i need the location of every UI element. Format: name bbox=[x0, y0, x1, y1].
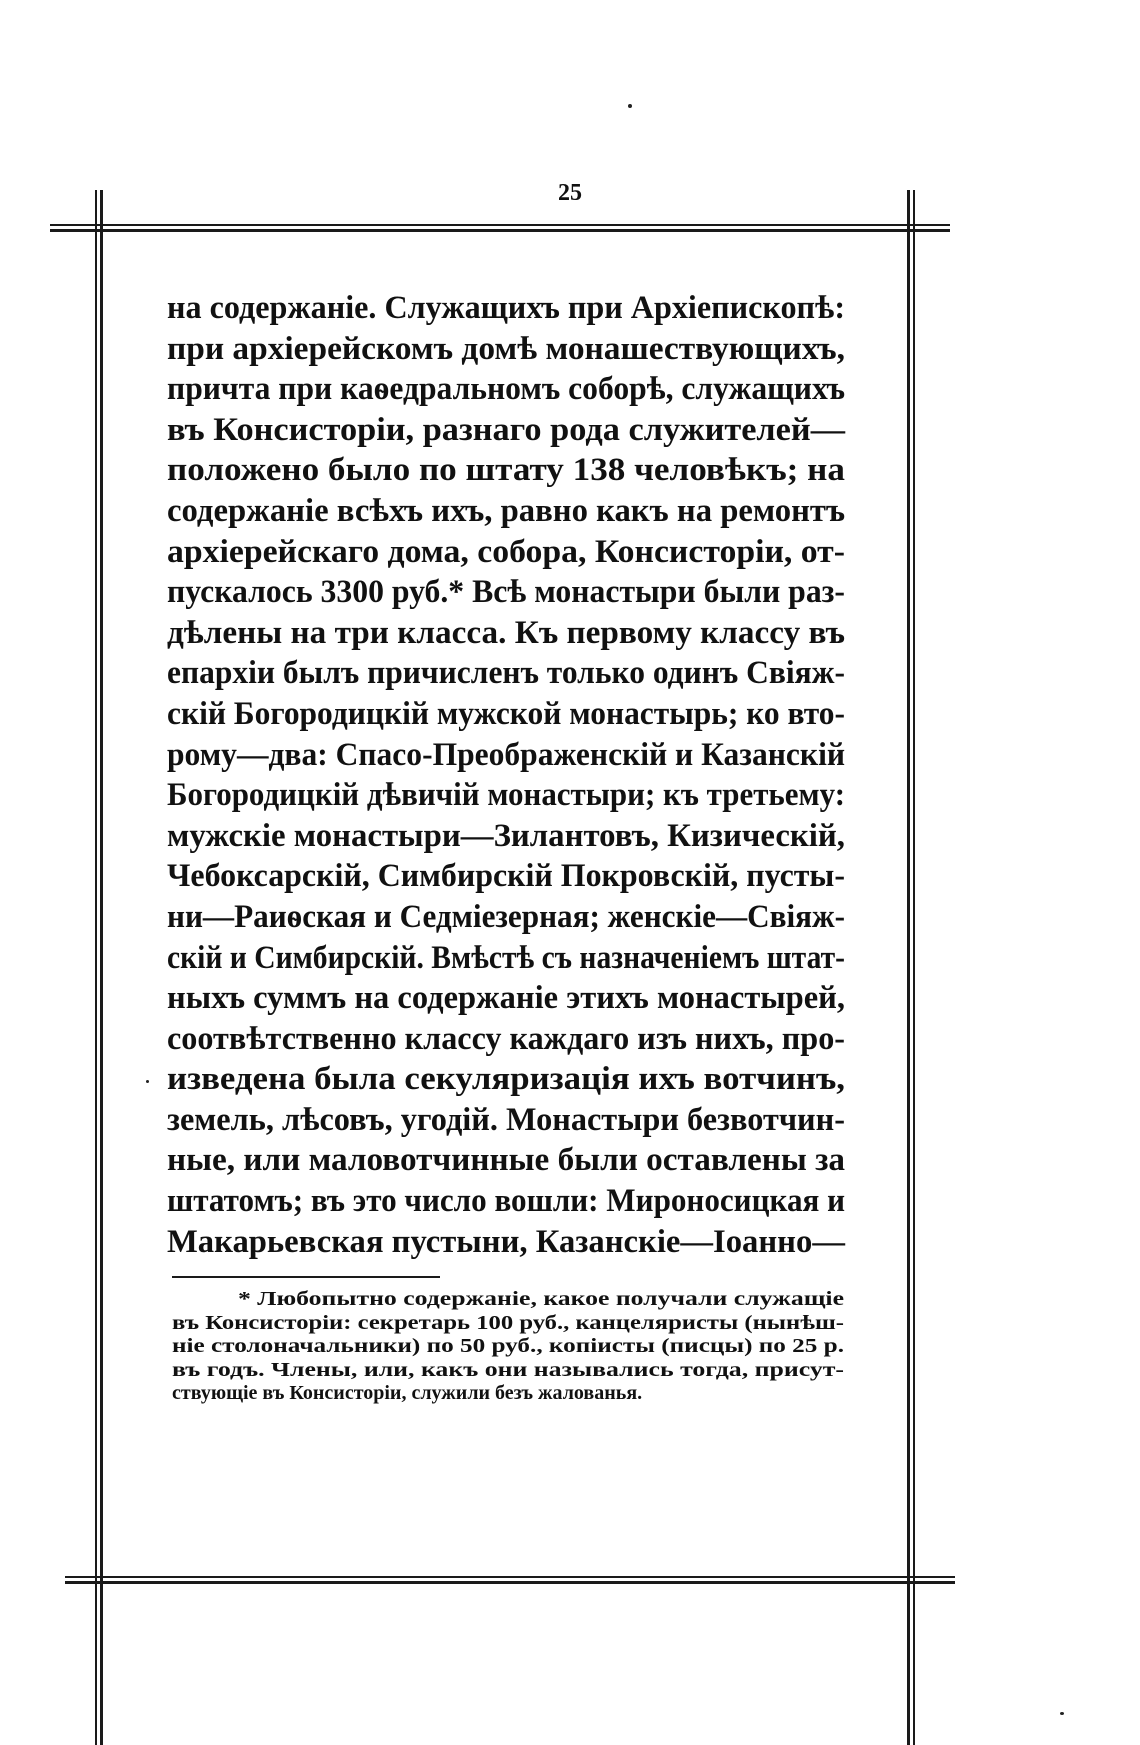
body-line: архіерейскаго дома, собора, Консисторіи, от- bbox=[167, 533, 845, 570]
body-line: на содержаніе. Служащихъ при Архіепископѣ: bbox=[167, 290, 846, 326]
footnote-line: въ Консисторіи: секретарь 100 руб., канцеляристы (нынѣш- bbox=[172, 1311, 845, 1334]
body-line: Богородицкій дѣвичій монастыри; къ третьему: bbox=[167, 777, 846, 814]
body-line: ные, или маловотчинные были оставлены за bbox=[167, 1142, 846, 1179]
body-line: содержаніе всѣхъ ихъ, равно какъ на ремонтъ bbox=[167, 492, 846, 529]
footnote-line: * Любопытно содержаніе, какое получали служащіе bbox=[238, 1288, 845, 1310]
frame-bottom-rule-2 bbox=[65, 1581, 955, 1584]
body-line: положено было по штату 138 человѣкъ; на bbox=[167, 452, 845, 489]
body-line: соотвѣтственно классу каждаго изъ нихъ, про- bbox=[167, 1020, 845, 1057]
frame-left-outer-line bbox=[95, 190, 97, 1745]
body-line: епархіи былъ причисленъ только одинъ Свіяж- bbox=[167, 655, 845, 692]
body-line: рому—два: Спасо-Преображенскій и Казанскій bbox=[167, 736, 846, 773]
print-speck bbox=[628, 104, 632, 108]
frame-right-outer-line bbox=[913, 190, 915, 1745]
body-line: ни—Раиѳская и Седміезерная; женскіе—Свіяж- bbox=[167, 898, 845, 935]
print-speck bbox=[1060, 1712, 1064, 1715]
body-line: при архіерейскомъ домѣ монашествующихъ, bbox=[167, 330, 845, 367]
body-line: изведена была секуляризація ихъ вотчинъ, bbox=[167, 1061, 845, 1098]
print-speck bbox=[146, 1080, 149, 1083]
footnote-line: ствующіе въ Консисторіи, служили безъ жалованья. bbox=[172, 1382, 643, 1404]
body-line: пускалось 3300 руб.* Всѣ монастыри были раз- bbox=[167, 574, 845, 611]
footnote-line: ніе столоначальники) по 50 руб., копіисты (писцы) по 25 р. bbox=[172, 1335, 845, 1357]
body-line: въ Консисторіи, разнаго рода служителей— bbox=[167, 411, 846, 448]
body-line: дѣлены на три класса. Къ первому классу въ bbox=[167, 614, 845, 651]
body-line: Макарьевская пустыни, Казанскіе—Іоанно— bbox=[167, 1223, 845, 1260]
body-line: мужскіе монастыри—Зилантовъ, Кизическій, bbox=[167, 817, 845, 854]
footnote-separator bbox=[172, 1276, 440, 1278]
body-line: скій Богородицкій мужской монастырь; ко вто- bbox=[167, 695, 845, 732]
body-text bbox=[167, 288, 845, 1262]
body-line: причта при каѳедральномъ соборѣ, служащихъ bbox=[167, 371, 845, 408]
frame-right-inner-line bbox=[907, 190, 910, 1745]
frame-top-rule-2 bbox=[50, 229, 950, 232]
body-line: ныхъ суммъ на содержаніе этихъ монастырей, bbox=[167, 980, 846, 1017]
body-line: земель, лѣсовъ, угодій. Монастыри безвотчин- bbox=[167, 1101, 846, 1138]
footnote bbox=[172, 1288, 852, 1406]
body-line: Чебоксарскій, Симбирскій Покровскій, пусты- bbox=[167, 858, 845, 895]
body-line: штатомъ; въ это число вошли: Мироносицкая и bbox=[167, 1183, 846, 1220]
frame-bottom-rule-1 bbox=[65, 1576, 955, 1578]
body-line: скій и Симбирскій. Вмѣстѣ съ назначеніемъ штат- bbox=[167, 939, 845, 976]
page-number: 25 bbox=[558, 180, 582, 206]
footnote-line: въ годъ. Члены, или, какъ они назывались тогда, присут- bbox=[172, 1358, 844, 1381]
frame-top-rule-1 bbox=[50, 224, 950, 226]
frame-left-inner-line bbox=[100, 190, 103, 1745]
